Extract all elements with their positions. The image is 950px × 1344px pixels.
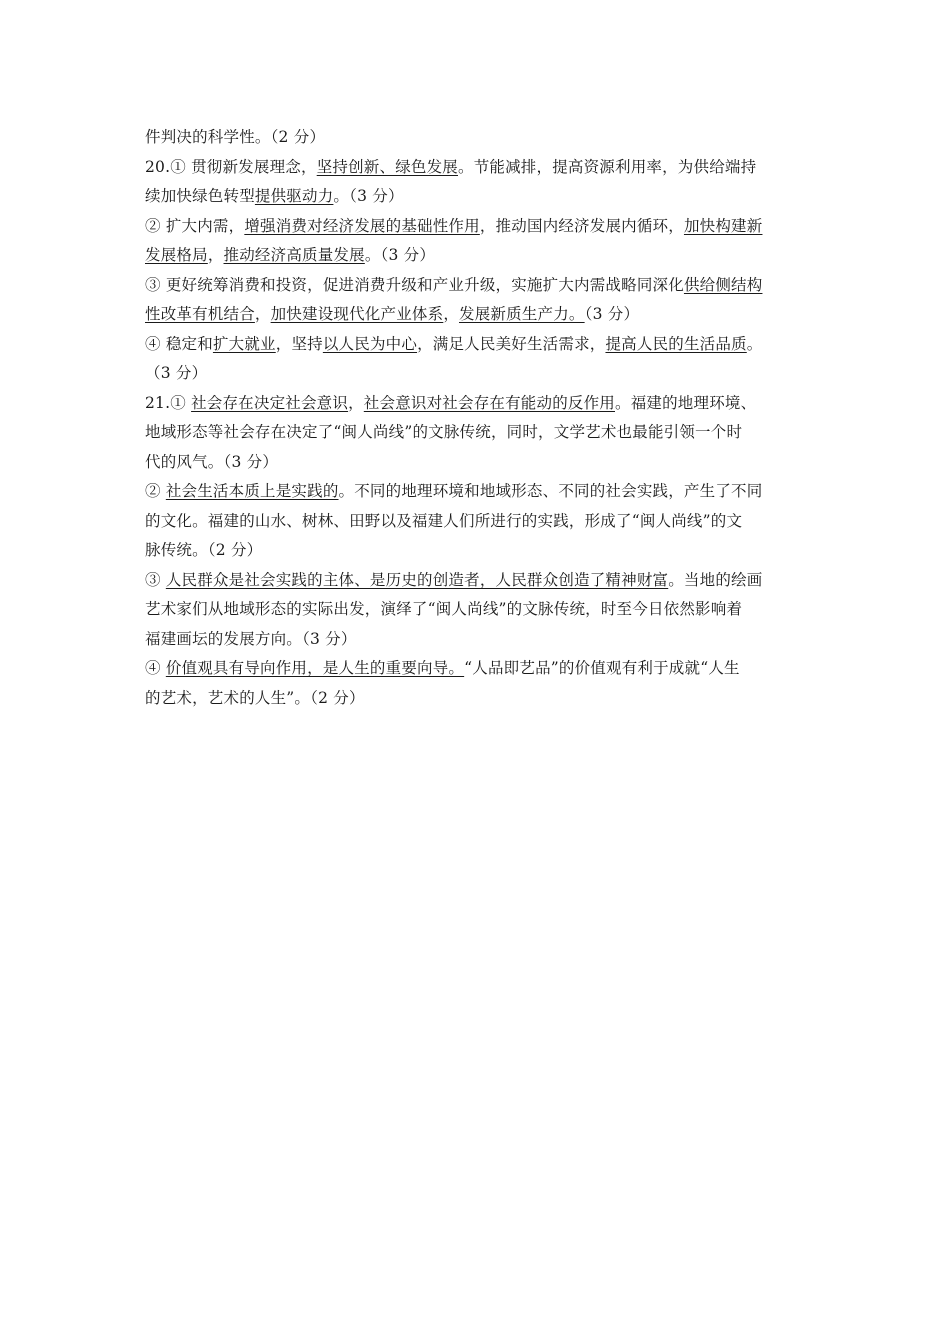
- underlined-key-phrase: 人民群众是社会实践的主体、是历史的创造者，人民群众创造了精神财富: [165, 570, 669, 589]
- text-line: [145, 271, 805, 301]
- text-segment: 地域形态等社会存在决定了“闽人尚线”的文脉传统，同时，文学艺术也最能引领一个时: [145, 423, 743, 441]
- text-segment: 。（3 分）: [364, 246, 436, 264]
- text-line: [145, 389, 805, 419]
- text-line: [145, 507, 805, 537]
- text-segment: 的艺术，艺术的人生”。（2 分）: [145, 688, 365, 707]
- text-segment: ，: [348, 393, 364, 412]
- underlined-key-phrase: 供给侧结构: [683, 275, 763, 294]
- text-line: [145, 654, 805, 684]
- text-segment: ②: [145, 482, 166, 500]
- text-segment: 福建画坛的发展方向。（3 分）: [145, 629, 357, 648]
- text-segment: （3 分）: [145, 364, 208, 382]
- underlined-key-phrase: 社会生活本质上是实践的: [165, 482, 339, 500]
- text-line: [145, 625, 805, 655]
- text-segment: ④ 稳定和: [145, 334, 213, 353]
- text-segment: ④: [145, 659, 166, 677]
- underlined-key-phrase: 提高人民的生活品质: [605, 334, 747, 353]
- text-segment: 艺术家们从地域形态的实际出发，演绎了“闽人尚线”的文脉传统，时至今日依然影响着: [145, 600, 743, 618]
- underlined-key-phrase: 坚持创新、绿色发展: [316, 157, 458, 176]
- text-line: [145, 212, 805, 242]
- text-segment: 。当地的绘画: [668, 570, 763, 589]
- text-line: [145, 300, 805, 330]
- text-segment: 。: [746, 334, 763, 353]
- text-segment: 代的风气。（3 分）: [145, 452, 279, 471]
- underlined-key-phrase: 推动经济高质量发展: [223, 246, 365, 264]
- underlined-key-phrase: 发展格局: [145, 246, 208, 264]
- text-segment: 21.①: [145, 393, 192, 412]
- text-segment: 。福建的地理环境、: [615, 393, 757, 412]
- underlined-key-phrase: 价值观具有导向作用，是人生的重要向导。: [165, 659, 465, 677]
- text-line: [145, 418, 805, 448]
- text-segment: 的文化。福建的山水、树林、田野以及福建人们所进行的实践，形成了“闽人尚线”的文: [145, 511, 743, 530]
- text-segment: 20.① 贯彻新发展理念，: [145, 157, 317, 176]
- text-segment: ，坚持: [275, 334, 323, 353]
- underlined-key-phrase: 社会意识对社会存在有能动的反作用: [363, 393, 615, 412]
- text-line: [145, 684, 805, 714]
- text-segment: 。（3 分）: [333, 187, 404, 205]
- text-line: [145, 448, 805, 478]
- text-segment: 件判决的科学性。（2 分）: [145, 128, 326, 146]
- text-line: [145, 182, 805, 212]
- text-line: [145, 153, 805, 183]
- text-segment: ② 扩大内需，: [145, 216, 245, 235]
- underlined-key-phrase: 性改革有机结合: [145, 305, 255, 323]
- text-segment: 。节能减排，提高资源利用率，为供给端持: [458, 157, 757, 176]
- text-line: [145, 536, 805, 566]
- text-line: [145, 330, 805, 360]
- underlined-key-phrase: 加快建设现代化产业体系: [270, 305, 444, 323]
- text-segment: “人品即艺品”的价值观有利于成就“人生: [464, 659, 740, 677]
- text-line: [145, 477, 805, 507]
- text-segment: 续加快绿色转型: [145, 187, 255, 205]
- text-segment: 脉传统。（2 分）: [145, 541, 263, 559]
- underlined-key-phrase: 加快构建新: [683, 216, 763, 235]
- text-segment: ③ 更好统筹消费和投资，促进消费升级和产业升级，实施扩大内需战略同深化: [145, 275, 684, 294]
- underlined-key-phrase: 发展新质生产力。: [459, 305, 585, 323]
- text-line: [145, 123, 805, 153]
- underlined-key-phrase: 增强消费对经济发展的基础性作用: [244, 216, 480, 235]
- underlined-key-phrase: 社会存在决定社会意识: [191, 393, 349, 412]
- text-line: [145, 595, 805, 625]
- underlined-key-phrase: 以人民为中心: [322, 334, 418, 353]
- text-segment: （3 分）: [584, 305, 640, 323]
- text-line: [145, 241, 805, 271]
- text-segment: ，推动国内经济发展内循环，: [479, 216, 684, 235]
- underlined-key-phrase: 提供驱动力: [254, 187, 334, 205]
- text-segment: ，满足人民美好生活需求，: [417, 334, 606, 353]
- text-segment: ，: [443, 305, 460, 323]
- text-segment: ，: [254, 305, 271, 323]
- text-line: [145, 566, 805, 596]
- text-line: [145, 359, 805, 389]
- text-segment: ③: [145, 570, 166, 589]
- text-segment: 。不同的地理环境和地域形态、不同的社会实践，产生了不同: [338, 482, 763, 500]
- answer-text-block: [145, 123, 805, 713]
- text-segment: ，: [207, 246, 224, 264]
- underlined-key-phrase: 扩大就业: [212, 334, 276, 353]
